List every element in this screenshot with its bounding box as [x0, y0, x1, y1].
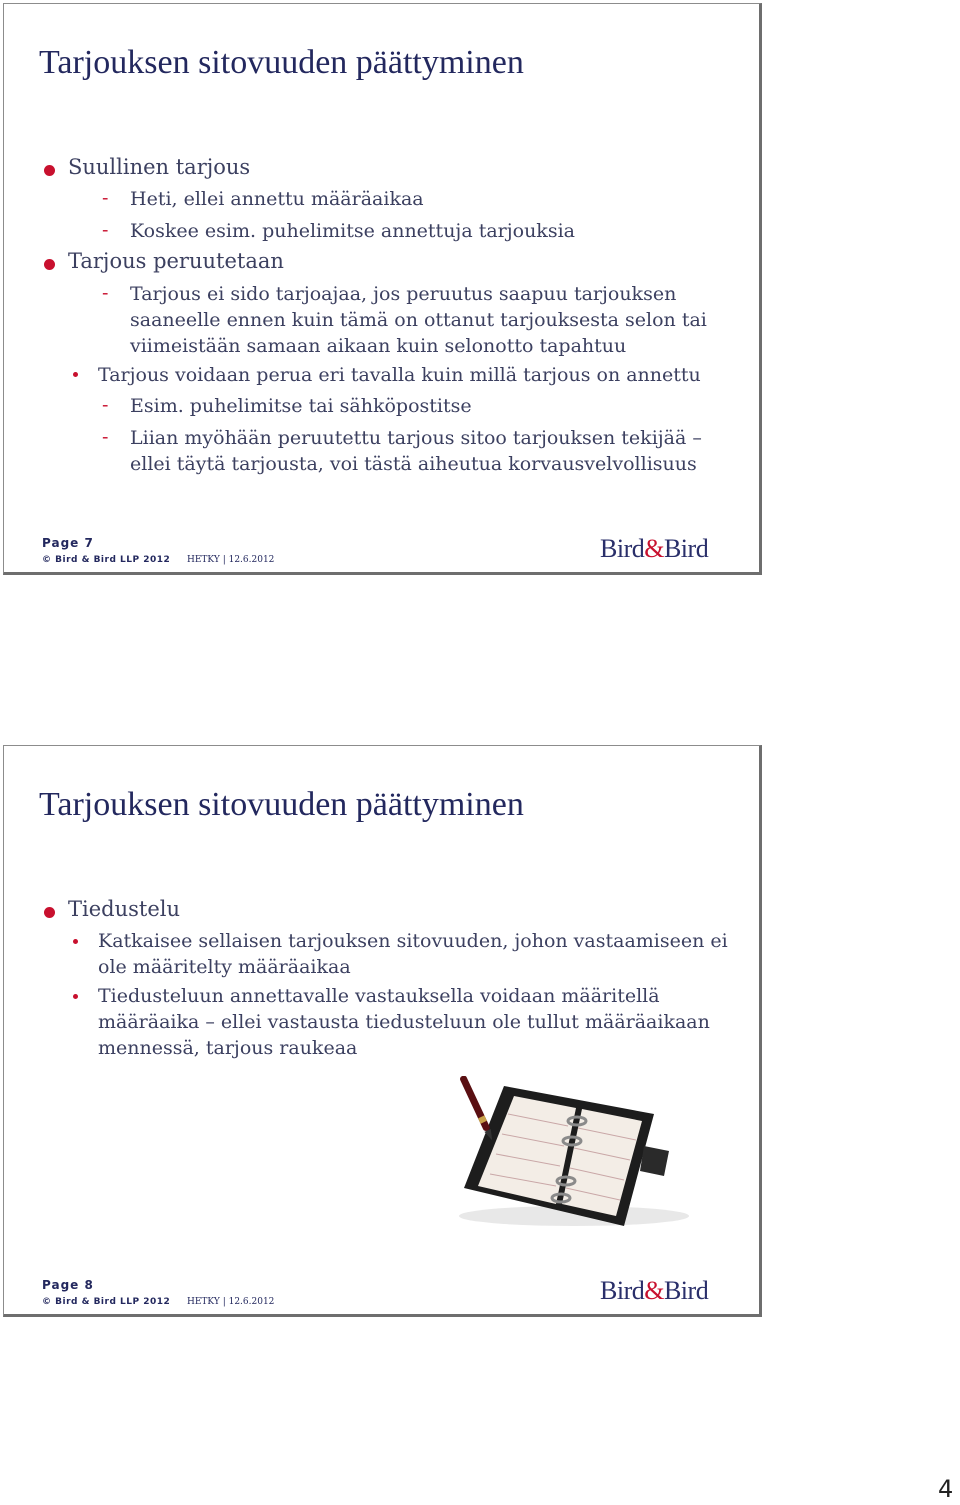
sub-item: Tarjous ei sido tarjoajaa, jos peruutus saapuu tarjouksen [130, 283, 677, 305]
page-label: Page 7 [42, 536, 94, 550]
sub-item: Esim. puhelimitse tai sähköpostitse [130, 395, 472, 417]
bird-and-bird-logo [600, 1276, 708, 1306]
sub-item-continued: viimeistään samaan aikaan kuin selonotto tapahtuu [130, 335, 627, 357]
bullet-item: Suullinen tarjous [68, 155, 251, 179]
bullet-item: Tiedustelu [68, 897, 181, 921]
logo-ampersand: & [644, 534, 664, 563]
small-bullet-icon [73, 372, 78, 377]
sub-item-continued: ellei täytä tarjousta, voi tästä aiheutua korvausvelvollisuus [130, 453, 697, 475]
logo-word: Bird [600, 534, 645, 563]
bullet-dot-icon [44, 907, 55, 918]
sub-item: Heti, ellei annettu määräaikaa [130, 188, 424, 210]
slide-title: Tarjouksen sitovuuden päättyminen [39, 44, 524, 81]
footer-meta: HETKY | 12.6.2012 [187, 1297, 275, 1307]
copyright-text: © Bird & Bird LLP 2012 [42, 1297, 171, 1307]
slide-8 [3, 745, 762, 1317]
planner-and-pen-image [444, 1076, 704, 1236]
footer [42, 1297, 275, 1307]
sub-bullet-item-continued: ole määritelty määräaikaa [98, 956, 351, 978]
logo-ampersand: & [644, 1276, 664, 1305]
sub-bullet-item: Tarjous voidaan perua eri tavalla kuin millä tarjous on annettu [98, 364, 701, 386]
sub-bullet-item-continued: määräaika – ellei vastausta tiedusteluun ole tullut määräaikaan [98, 1011, 710, 1033]
dash-marker: - [102, 219, 109, 241]
logo-word: Bird [600, 1276, 645, 1305]
logo-word: Bird [663, 1276, 709, 1305]
sub-item: Koskee esim. puhelimitse annettuja tarjouksia [130, 220, 575, 242]
dash-marker: - [102, 187, 109, 209]
slide-7 [3, 3, 762, 575]
slide-title: Tarjouksen sitovuuden päättyminen [39, 786, 524, 823]
sub-bullet-item-continued: mennessä, tarjous raukeaa [98, 1037, 358, 1059]
document-page-number: 4 [938, 1475, 954, 1503]
footer [42, 555, 275, 565]
bullet-dot-icon [44, 165, 55, 176]
small-bullet-icon [73, 939, 78, 944]
sub-item-continued: saaneelle ennen kuin tämä on ottanut tarjouksesta selon tai [130, 309, 707, 331]
small-bullet-icon [73, 994, 78, 999]
page-label: Page 8 [42, 1278, 94, 1292]
bullet-item: Tarjous peruutetaan [68, 249, 284, 273]
bullet-dot-icon [44, 259, 55, 270]
logo-word: Bird [663, 534, 709, 563]
dash-marker: - [102, 282, 109, 304]
dash-marker: - [102, 426, 109, 448]
copyright-text: © Bird & Bird LLP 2012 [42, 555, 171, 565]
dash-marker: - [102, 394, 109, 416]
bird-and-bird-logo [600, 534, 708, 564]
footer-meta: HETKY | 12.6.2012 [187, 555, 275, 565]
sub-bullet-item: Katkaisee sellaisen tarjouksen sitovuuden, johon vastaamiseen ei [98, 930, 728, 952]
sub-bullet-item: Tiedusteluun annettavalle vastauksella voidaan määritellä [98, 985, 660, 1007]
sub-item: Liian myöhään peruutettu tarjous sitoo tarjouksen tekijää – [130, 427, 702, 449]
